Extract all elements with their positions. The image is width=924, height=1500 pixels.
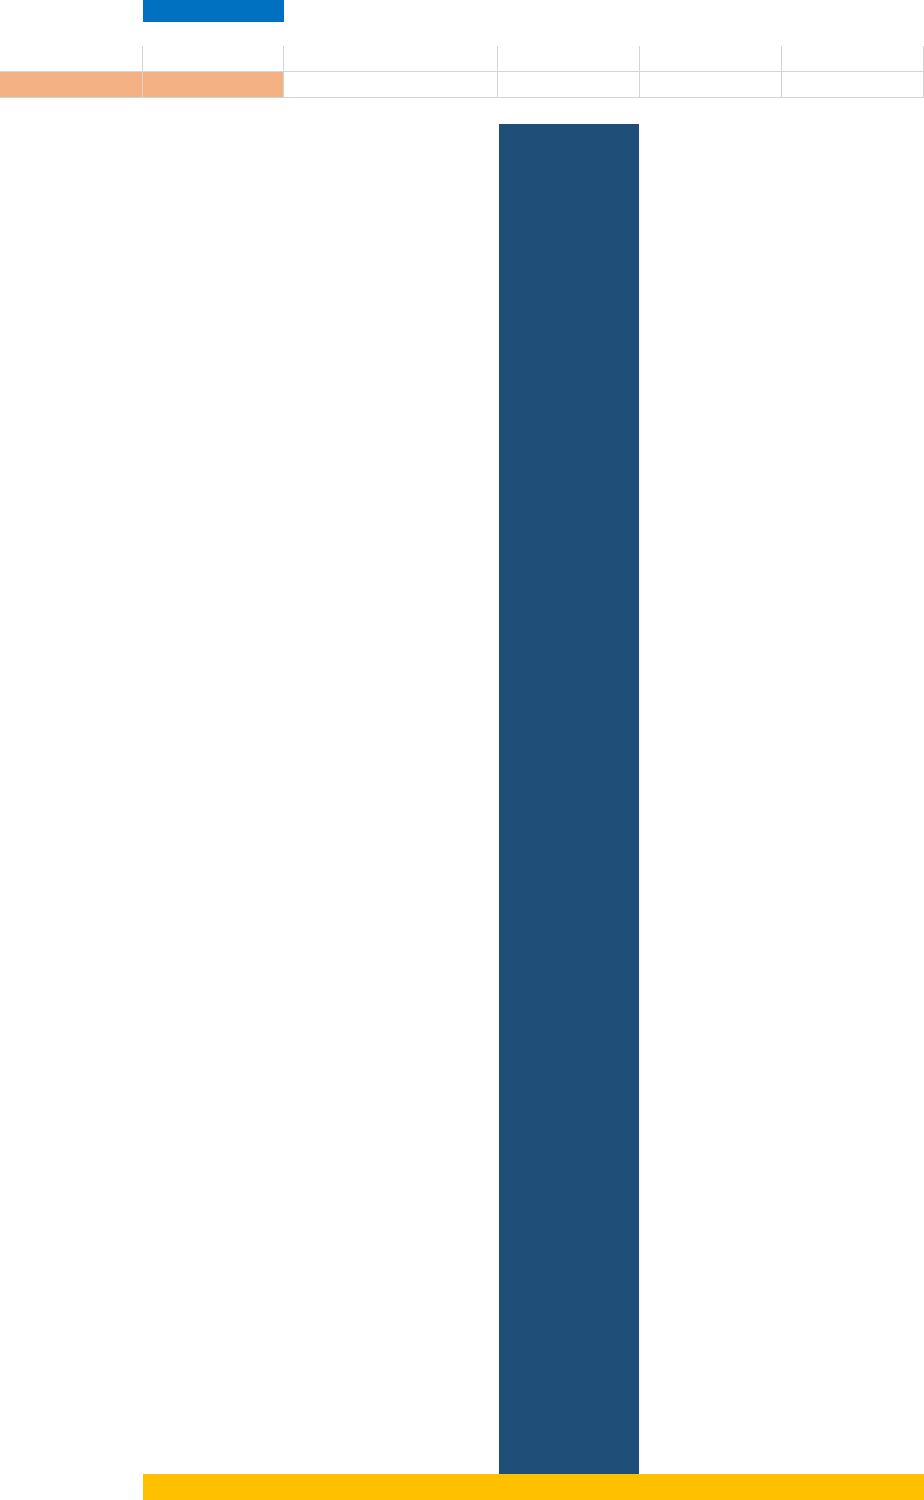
- header-username[interactable]: [640, 46, 782, 72]
- sheet-banner[interactable]: [143, 0, 284, 22]
- header-batch[interactable]: [143, 46, 284, 72]
- empty-cell[interactable]: [284, 72, 498, 98]
- bus-plate-label: [499, 124, 639, 150]
- group-leader-cell[interactable]: [0, 72, 143, 98]
- header-row: [0, 46, 924, 72]
- empty-cell[interactable]: [640, 72, 782, 98]
- header-pickup-point[interactable]: [284, 46, 498, 72]
- highlight-row-fill: [143, 1474, 924, 1500]
- header-real-name[interactable]: [782, 46, 924, 72]
- bus-plate-label: [499, 150, 639, 176]
- bus-plate-label: [499, 202, 639, 228]
- group-row: [0, 72, 924, 98]
- bus-plate-label: [499, 254, 639, 280]
- header-bus-plate[interactable]: [498, 46, 640, 72]
- header-order-no[interactable]: [0, 46, 143, 72]
- bus-plate-merged-label: [499, 812, 639, 838]
- bus-plate-merged-cell[interactable]: [499, 124, 639, 1474]
- group-lodging-cell[interactable]: [143, 72, 284, 98]
- bus-plate-label: [499, 228, 639, 254]
- bus-plate-label: [499, 176, 639, 202]
- empty-cell[interactable]: [782, 72, 924, 98]
- empty-cell[interactable]: [498, 72, 640, 98]
